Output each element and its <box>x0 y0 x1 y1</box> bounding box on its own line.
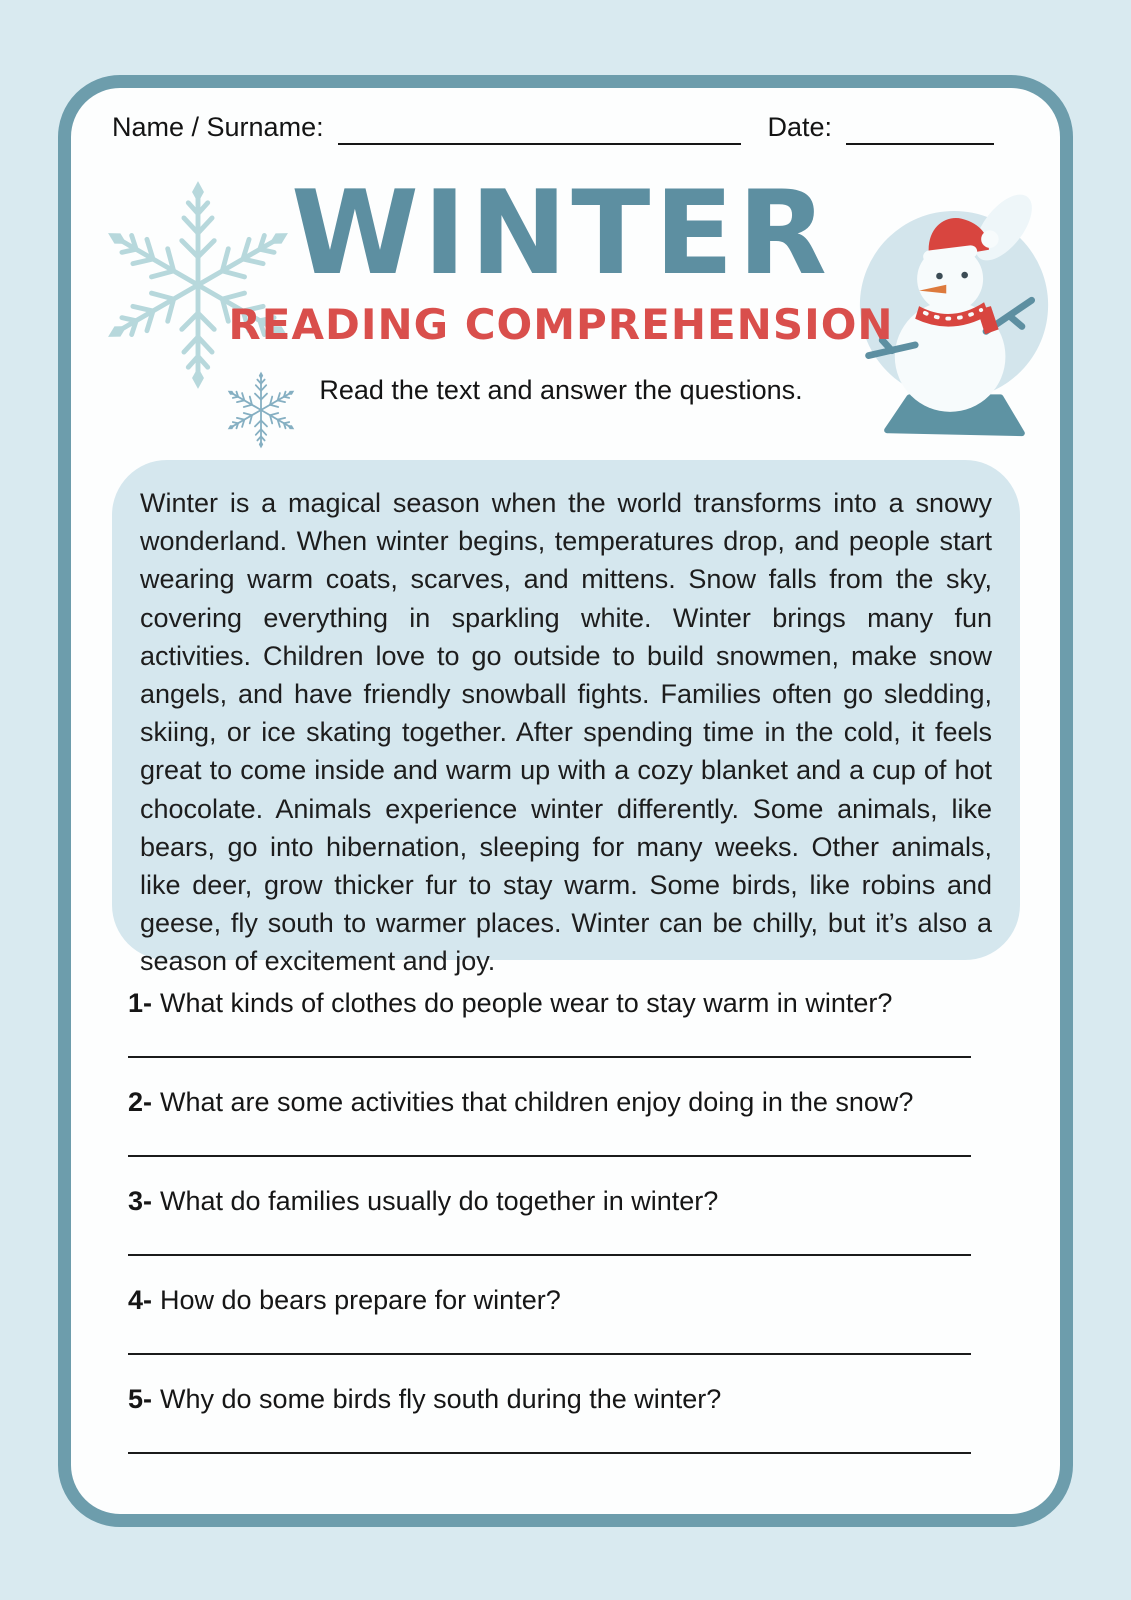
answer-line-2[interactable] <box>128 1155 971 1157</box>
page-title: WINTER <box>291 166 831 301</box>
instruction-text: Read the text and answer the questions. <box>319 375 803 405</box>
question-1-text: 1- What kinds of clothes do people wear to stay warm in winter? <box>128 988 893 1018</box>
question-4 <box>128 1285 971 1355</box>
question-3-number: 3- <box>128 1186 153 1216</box>
worksheet-card <box>58 75 1073 1527</box>
question-5 <box>128 1384 971 1454</box>
question-5-text: 5- Why do some birds fly south during the winter? <box>128 1384 722 1414</box>
title-block <box>201 166 921 406</box>
question-4-text: 4- How do bears prepare for winter? <box>128 1285 561 1315</box>
name-label: Name / Surname: <box>112 112 324 142</box>
page-subtitle: READING COMPREHENSION <box>228 300 894 349</box>
question-2-text: 2- What are some activities that children enjoy doing in the snow? <box>128 1087 914 1117</box>
questions-section <box>128 988 971 1483</box>
answer-line-4[interactable] <box>128 1353 971 1355</box>
answer-line-3[interactable] <box>128 1254 971 1256</box>
reading-passage: Winter is a magical season when the world transforms into a snowy wonderland. When winter begins, temperatures drop, and people start wearing warm coats, scarves, and mittens. Snow falls from the sky, covering everything in sparkling white. Winter brings many fun activities. Children love to go outside to build snowmen, make snow angels, and have friendly snowball fights. Families often go sledding, skiing, or ice skating together. After spending time in the cold, it feels great to come inside and warm up with a cozy blanket and a cup of hot chocolate. Animals experience winter differently. Some animals, like bears, go into hibernation, sleeping for many weeks. Other animals, like deer, grow thicker fur to stay warm. Some birds, like robins and geese, fly south to warmer places. Winter can be chilly, but it’s also a season of excitement and joy. <box>112 460 1020 960</box>
question-1 <box>128 988 971 1058</box>
question-2 <box>128 1087 971 1157</box>
question-3 <box>128 1186 971 1256</box>
question-2-number: 2- <box>128 1087 153 1117</box>
date-label: Date: <box>767 112 832 142</box>
question-3-text: 3- What do families usually do together in winter? <box>128 1186 719 1216</box>
header <box>71 88 1060 458</box>
question-1-number: 1- <box>128 988 153 1018</box>
answer-line-1[interactable] <box>128 1056 971 1058</box>
question-4-number: 4- <box>128 1285 153 1315</box>
answer-line-5[interactable] <box>128 1452 971 1454</box>
question-5-number: 5- <box>128 1384 153 1414</box>
